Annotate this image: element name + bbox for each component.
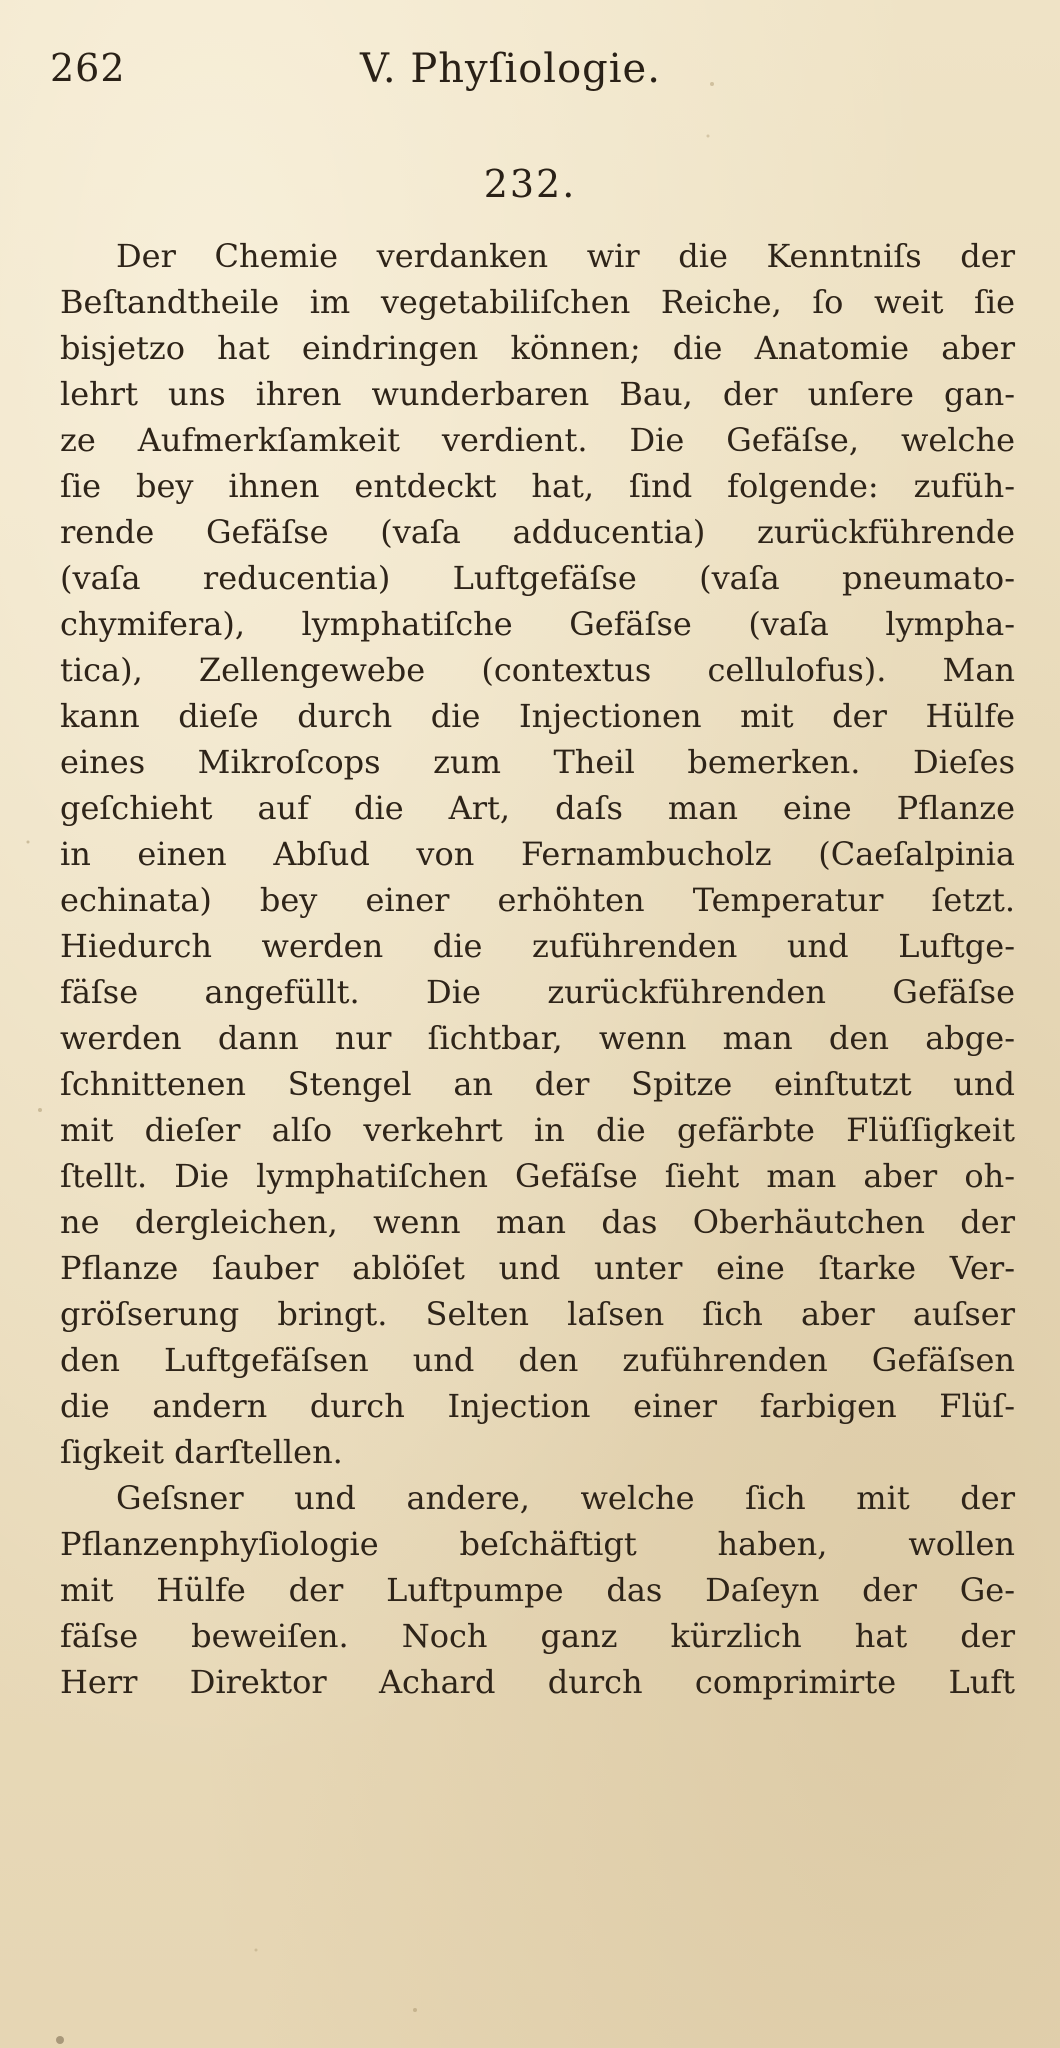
text-line: geſchieht auf die Art, daſs man eine Pflanze [60, 789, 1015, 827]
paper-speck [255, 1949, 258, 1952]
paper-speck [413, 2008, 417, 2012]
text-line: chymifera), lymphatiſche Gefäſse (vaſa lympha- [60, 605, 1015, 643]
paper-speck [56, 2036, 64, 2044]
text-line: gröſserung bringt. Selten laſsen ſich aber auſser [60, 1295, 1015, 1333]
text-line: eines Mikroſcops zum Theil bemerken. Dieſes [60, 743, 1015, 781]
text-line: Pflanze ſauber ablöſet und unter eine ſtarke Ver- [60, 1249, 1015, 1287]
text-line: die andern durch Injection einer farbigen Flüſ- [60, 1387, 1015, 1425]
text-line: ſigkeit darſtellen. [60, 1433, 343, 1471]
text-line: mit dieſer alſo verkehrt in die gefärbte Flüſſigkeit [60, 1111, 1015, 1149]
paper-speck [707, 135, 710, 138]
text-line: Herr Direktor Achard durch comprimirte Luft [60, 1663, 1015, 1701]
page-header [50, 38, 750, 108]
running-title: V. Phyſiologie. [360, 46, 661, 92]
text-line: mit Hülfe der Luftpumpe das Daſeyn der Ge- [60, 1571, 1015, 1609]
text-line: bisjetzo hat eindringen können; die Anatomie aber [60, 329, 1015, 367]
text-line: fäſse beweiſen. Noch ganz kürzlich hat der [60, 1617, 1015, 1655]
text-line: ſchnittenen Stengel an der Spitze einſtutzt und [60, 1065, 1015, 1103]
text-line: ſie bey ihnen entdeckt hat, ſind folgende: zufüh- [60, 467, 1015, 505]
text-line: in einen Abſud von Fernambucholz (Caeſalpinia [60, 835, 1015, 873]
body-text [60, 233, 1015, 1705]
text-line: Geſsner und andere, welche ſich mit der [116, 1479, 1015, 1517]
text-line: ze Aufmerkſamkeit verdient. Die Gefäſse, welche [60, 421, 1015, 459]
section-number: 232. [483, 162, 577, 206]
text-line: fäſse angefüllt. Die zurückführenden Gefäſse [60, 973, 1015, 1011]
text-line: lehrt uns ihren wunderbaren Bau, der unſere gan- [60, 375, 1015, 413]
text-line: rende Gefäſse (vaſa adducentia) zurückführende [60, 513, 1015, 551]
text-line: Der Chemie verdanken wir die Kenntniſs der [116, 237, 1015, 275]
paragraph-2 [60, 1475, 1015, 1705]
text-line: echinata) bey einer erhöhten Temperatur ſetzt. [60, 881, 1015, 919]
text-line: tica), Zellengewebe (contextus cellulofus). Man [60, 651, 1015, 689]
paper-speck [38, 1108, 42, 1112]
text-line: Pflanzenphyſiologie beſchäftigt haben, wollen [60, 1525, 1015, 1563]
text-line: Beſtandtheile im vegetabiliſchen Reiche, ſo weit ſie [60, 283, 1015, 321]
paper-speck [27, 841, 30, 844]
text-line: kann dieſe durch die Injectionen mit der Hülfe [60, 697, 1015, 735]
text-line: ne dergleichen, wenn man das Oberhäutchen der [60, 1203, 1015, 1241]
text-line: (vaſa reducentia) Luftgefäſse (vaſa pneumato- [60, 559, 1015, 597]
page-number: 262 [50, 46, 126, 90]
text-line: Hiedurch werden die zuführenden und Luftge- [60, 927, 1015, 965]
text-line: werden dann nur ſichtbar, wenn man den abge- [60, 1019, 1015, 1057]
text-line: ſtellt. Die lymphatiſchen Gefäſse ſieht man aber oh- [60, 1157, 1015, 1195]
paragraph-1 [60, 233, 1015, 1475]
text-line: den Luftgefäſsen und den zuführenden Gefäſsen [60, 1341, 1015, 1379]
